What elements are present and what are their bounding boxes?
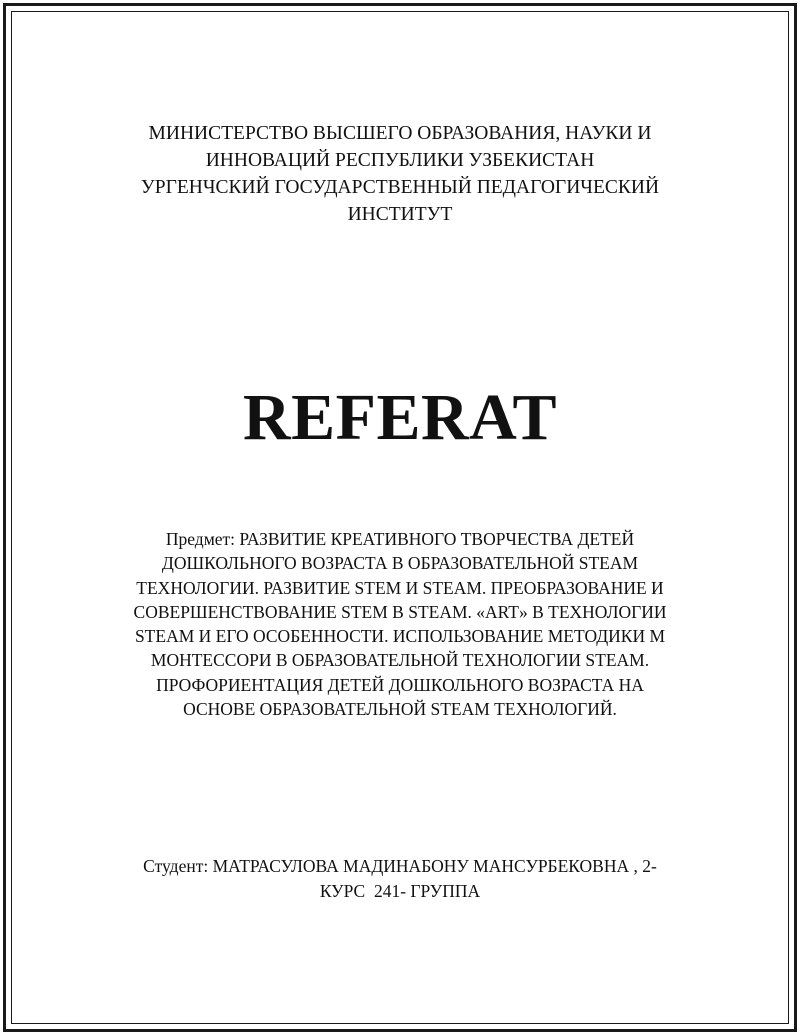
institution-line: МИНИСТЕРСТВО ВЫСШЕГО ОБРАЗОВАНИЯ, НАУКИ И	[148, 123, 652, 144]
institution-line: ИННОВАЦИЙ РЕСПУБЛИКИ УЗБЕКИСТАН	[205, 150, 595, 171]
subject-line: СОВЕРШЕНСТВОВАНИЕ STEM В STEAM. «ART» В ТЕХНОЛОГИИ	[133, 601, 667, 622]
subject-line: ТЕХНОЛОГИИ. РАЗВИТИЕ STEM И STEAM. ПРЕОБРАЗОВАНИЕ И	[136, 577, 664, 598]
subject-line: ПРОФОРИЕНТАЦИЯ ДЕТЕЙ ДОШКОЛЬНОГО ВОЗРАСТА НА	[156, 674, 644, 695]
student-line: Студент: МАТРАСУЛОВА МАДИНАБОНУ МАНСУРБЕКОВНА , 2-	[143, 856, 657, 876]
student-block	[0, 854, 800, 904]
subject-line: STEAM И ЕГО ОСОБЕННОСТИ. ИСПОЛЬЗОВАНИЕ МЕТОДИКИ М	[134, 626, 666, 647]
subject-line: ДОШКОЛЬНОГО ВОЗРАСТА В ОБРАЗОВАТЕЛЬНОЙ STEAM	[161, 553, 639, 574]
document-title: REFERAT	[243, 381, 557, 454]
institution-line: УРГЕНЧСКИЙ ГОСУДАРСТВЕННЫЙ ПЕДАГОГИЧЕСКИЙ	[140, 177, 660, 198]
student-line: КУРС 241- ГРУППА	[319, 881, 481, 901]
institution-line: ИНСТИТУТ	[347, 204, 453, 225]
subject-line: Предмет: РАЗВИТИЕ КРЕАТИВНОГО ТВОРЧЕСТВА ДЕТЕЙ	[165, 529, 635, 549]
subject-block	[0, 527, 800, 721]
subject-line: МОНТЕССОРИ В ОБРАЗОВАТЕЛЬНОЙ ТЕХНОЛОГИИ STEAM.	[150, 650, 650, 671]
institution-header	[0, 120, 800, 228]
subject-line: ОСНОВЕ ОБРАЗОВАТЕЛЬНОЙ STEAM ТЕХНОЛОГИЙ.	[183, 699, 617, 720]
